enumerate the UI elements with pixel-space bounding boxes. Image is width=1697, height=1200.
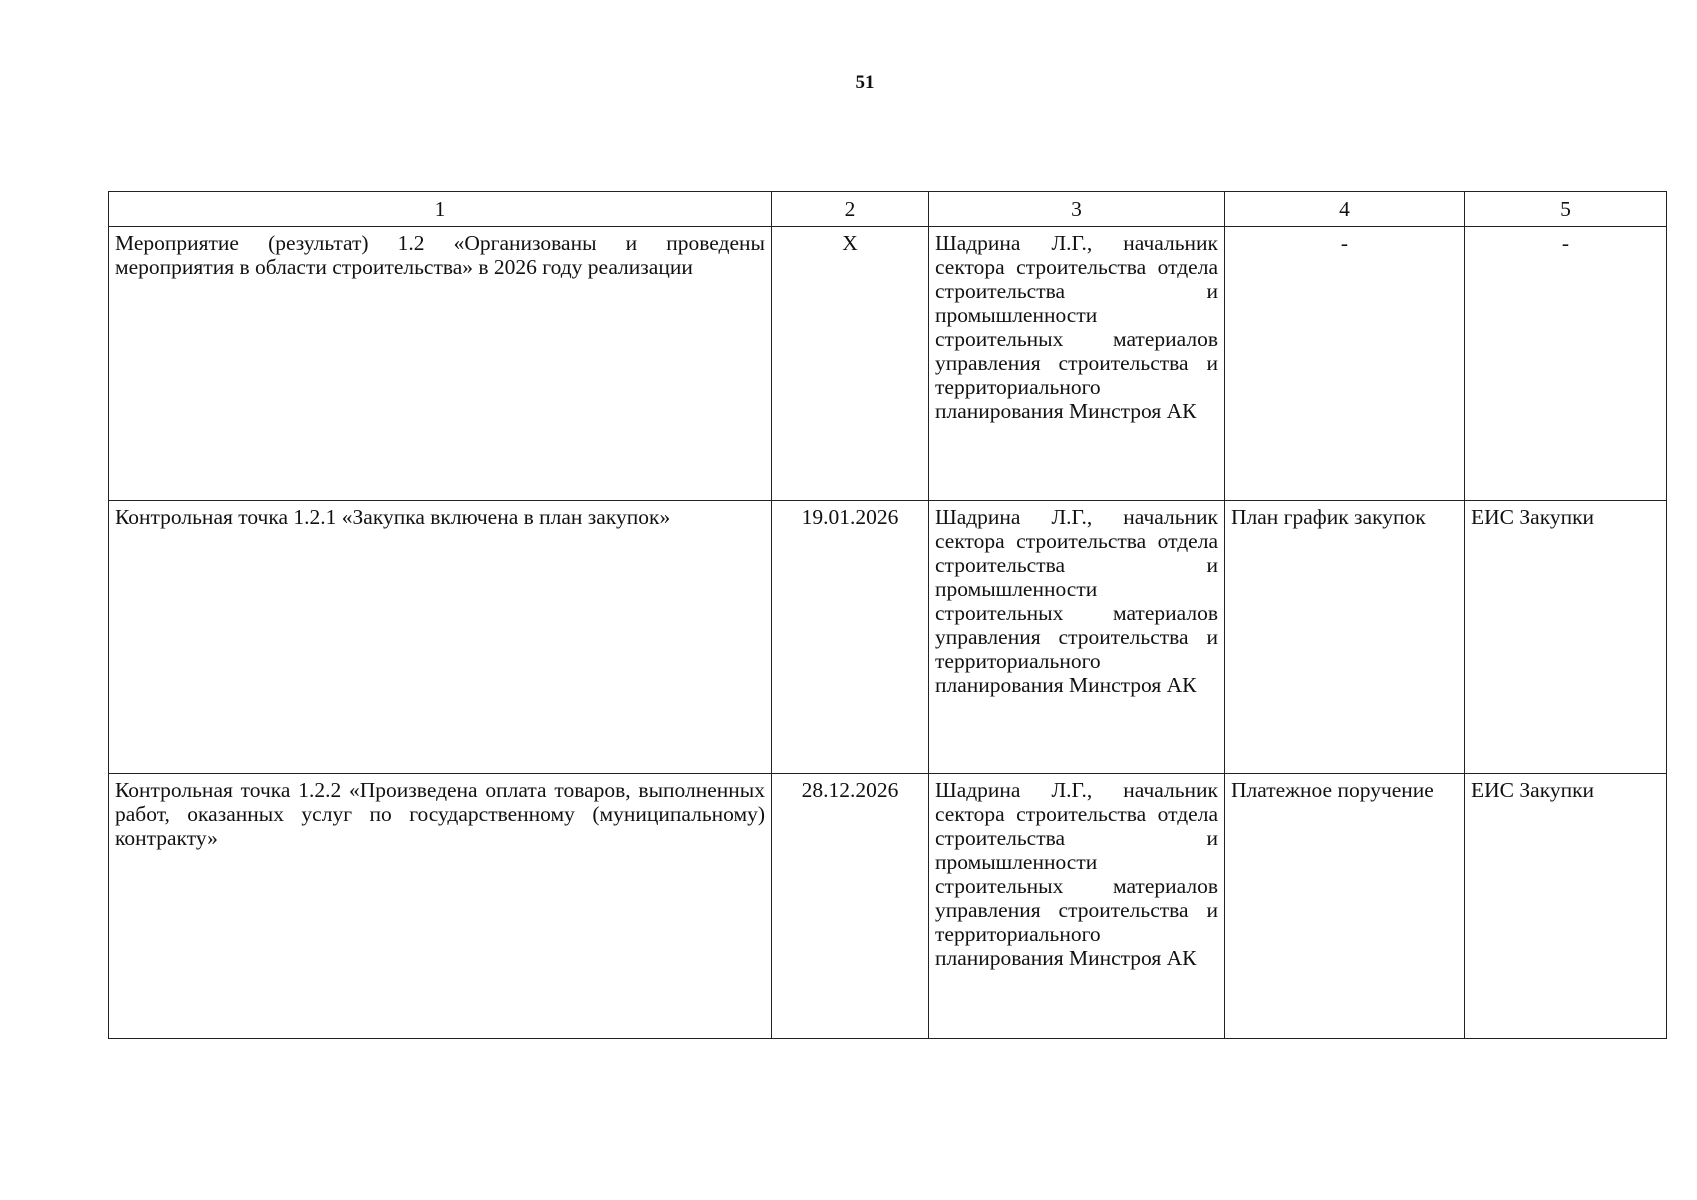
header-col-1: 1 [109,192,772,227]
document-cell: План график закупок [1225,501,1465,774]
page-number: 51 [855,72,875,93]
responsible-cell: Шадрина Л.Г., начальник сектора строительства отдела строительства и промышленности строительных материалов управления строительства и территориального планирования Минстроя АК [929,501,1225,774]
header-col-2: 2 [772,192,929,227]
document-cell: Платежное поручение [1225,774,1465,1039]
date-cell: X [772,227,929,501]
event-name-cell: Контрольная точка 1.2.1 «Закупка включена в план закупок» [109,501,772,774]
responsible-cell: Шадрина Л.Г., начальник сектора строительства отдела строительства и промышленности строительных материалов управления строительства и территориального планирования Минстроя АК [929,774,1225,1039]
table-row [109,774,1667,1039]
header-col-3: 3 [929,192,1225,227]
system-cell: ЕИС Закупки [1465,501,1667,774]
header-col-4: 4 [1225,192,1465,227]
responsible-cell: Шадрина Л.Г., начальник сектора строительства отдела строительства и промышленности строительных материалов управления строительства и территориального планирования Минстроя АК [929,227,1225,501]
header-row [109,192,1667,227]
event-name-cell: Контрольная точка 1.2.2 «Произведена оплата товаров, выполненных работ, оказанных услуг по государственному (муниципальному) контракту» [109,774,772,1039]
table-row [109,227,1667,501]
date-cell: 28.12.2026 [772,774,929,1039]
event-name-cell: Мероприятие (результат) 1.2 «Организованы и проведены мероприятия в области строительства» в 2026 году реализации [109,227,772,501]
system-cell: - [1465,227,1667,501]
document-cell: - [1225,227,1465,501]
table-row [109,501,1667,774]
date-cell: 19.01.2026 [772,501,929,774]
implementation-plan-table [108,191,1667,1039]
header-col-5: 5 [1465,192,1667,227]
system-cell: ЕИС Закупки [1465,774,1667,1039]
